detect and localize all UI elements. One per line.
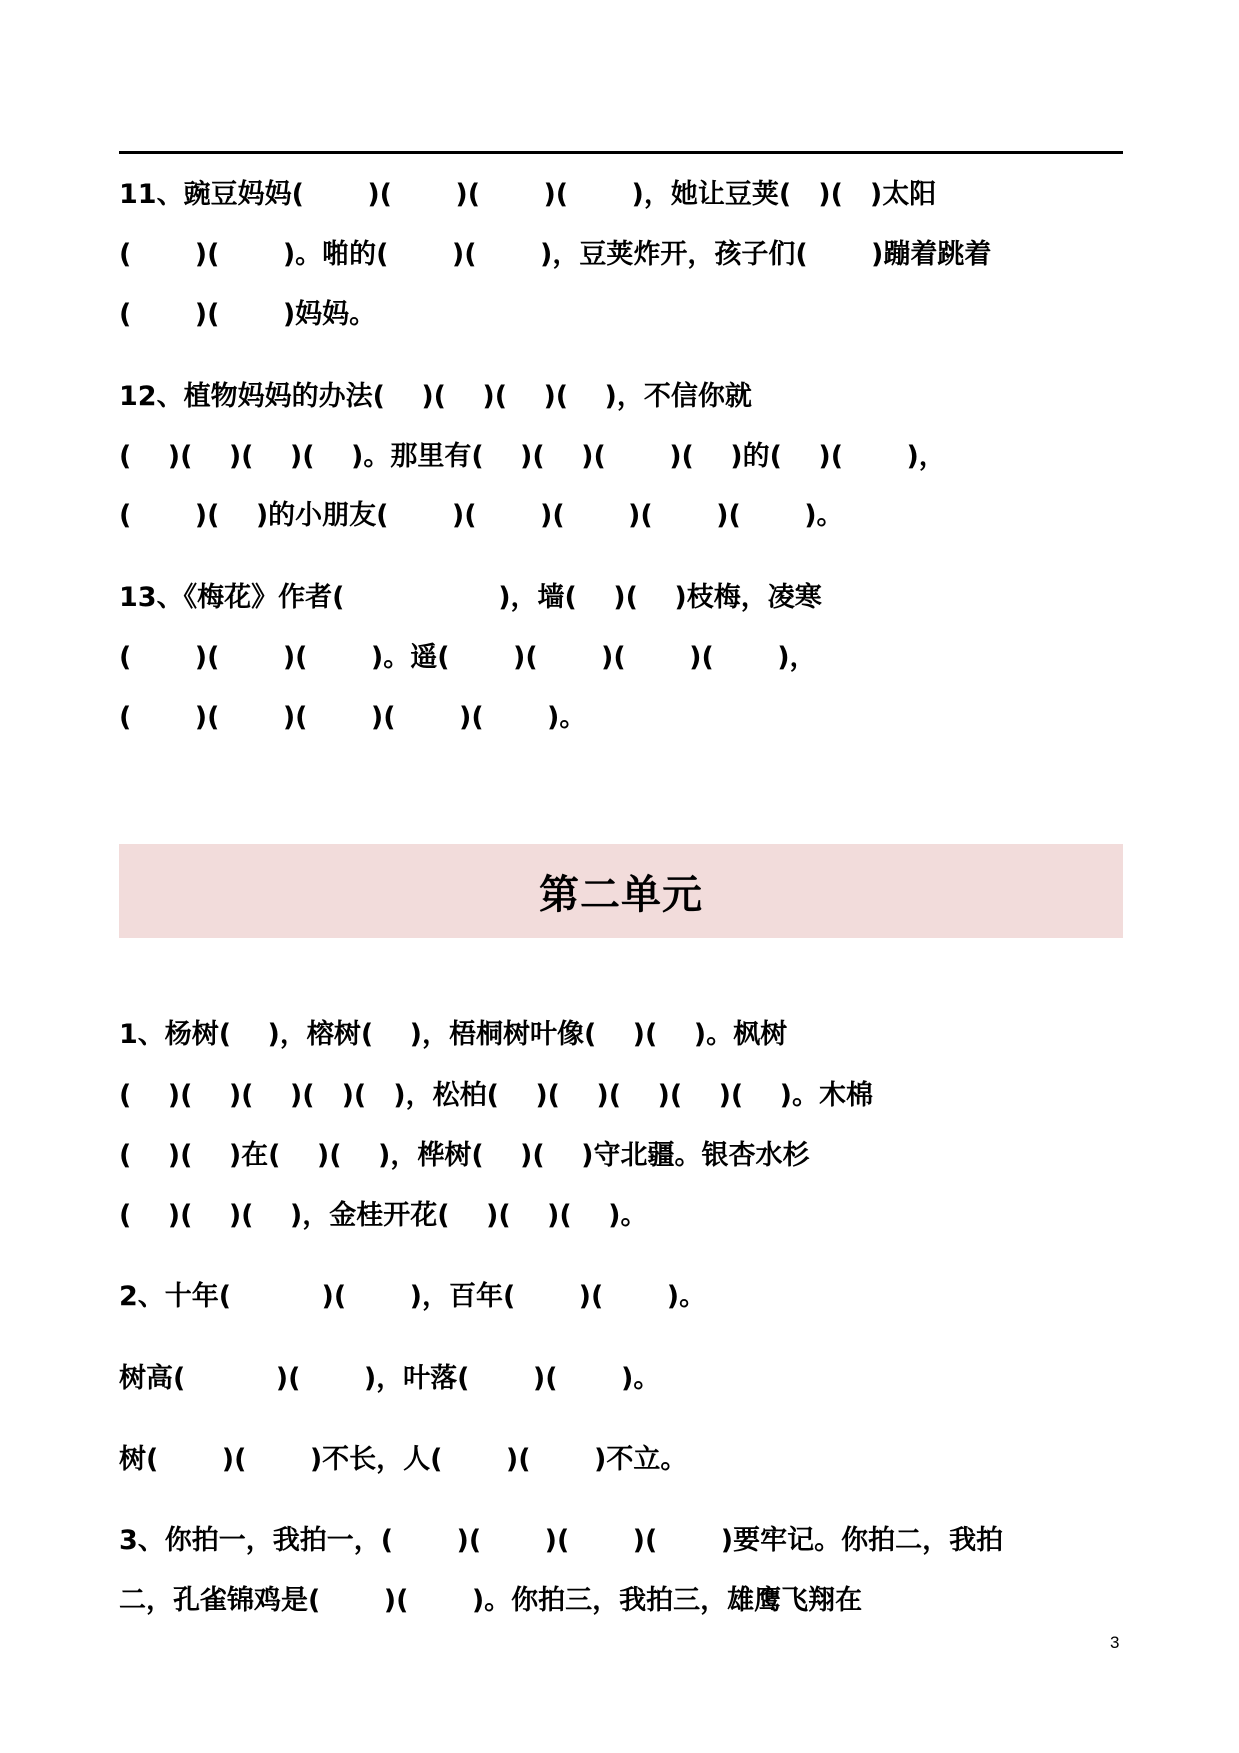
question-13-line-2: ( )( )( )。遥( )( )( )( )， xyxy=(119,642,817,673)
unit2-question-1-line-2: ( )( )( )( )( )，松柏( )( )( )( )( )。木棉 xyxy=(119,1080,873,1111)
unit2-question-1-line-3: ( )( )在( )( )，桦树( )( )守北疆。银杏水杉 xyxy=(119,1140,810,1171)
unit2-question-2-line-3: 树( )( )不长，人( )( )不立。 xyxy=(119,1444,688,1475)
unit-2-title: 第二单元 xyxy=(539,871,703,918)
header-rule xyxy=(119,151,1123,154)
question-11-line-1: 11、豌豆妈妈( )( )( )( )，她让豆荚( )( )太阳 xyxy=(119,179,937,210)
question-12-line-1: 12、植物妈妈的办法( )( )( )( )，不信你就 xyxy=(119,381,752,412)
unit2-question-3-line-1: 3、你拍一，我拍一，( )( )( )( )要牢记。你拍二，我拍 xyxy=(119,1525,1004,1556)
unit2-question-2-line-2: 树高( )( )，叶落( )( )。 xyxy=(119,1363,661,1394)
question-12-line-3: ( )( )的小朋友( )( )( )( )( )。 xyxy=(119,500,844,531)
unit2-question-1-line-4: ( )( )( )，金桂开花( )( )( )。 xyxy=(119,1200,648,1231)
page-number: 3 xyxy=(1110,1633,1120,1652)
question-13-line-3: ( )( )( )( )( )。 xyxy=(119,702,587,733)
question-12-line-2: ( )( )( )( )。那里有( )( )( )( )的( )( )， xyxy=(119,441,946,472)
unit2-question-1-line-1: 1、杨树( )，榕树( )，梧桐树叶像( )( )。枫树 xyxy=(119,1019,788,1050)
unit2-question-2-line-1: 2、十年( )( )，百年( )( )。 xyxy=(119,1281,707,1312)
question-13-line-1: 13、《梅花》作者( )，墙( )( )枝梅，凌寒 xyxy=(119,582,822,613)
question-11-line-2: ( )( )。啪的( )( )，豆荚炸开，孩子们( )蹦着跳着 xyxy=(119,239,992,270)
question-11-line-3: ( )( )妈妈。 xyxy=(119,299,377,330)
unit-heading-band xyxy=(119,844,1123,938)
unit2-question-3-line-2: 二，孔雀锦鸡是( )( )。你拍三，我拍三，雄鹰飞翔在 xyxy=(119,1585,863,1616)
